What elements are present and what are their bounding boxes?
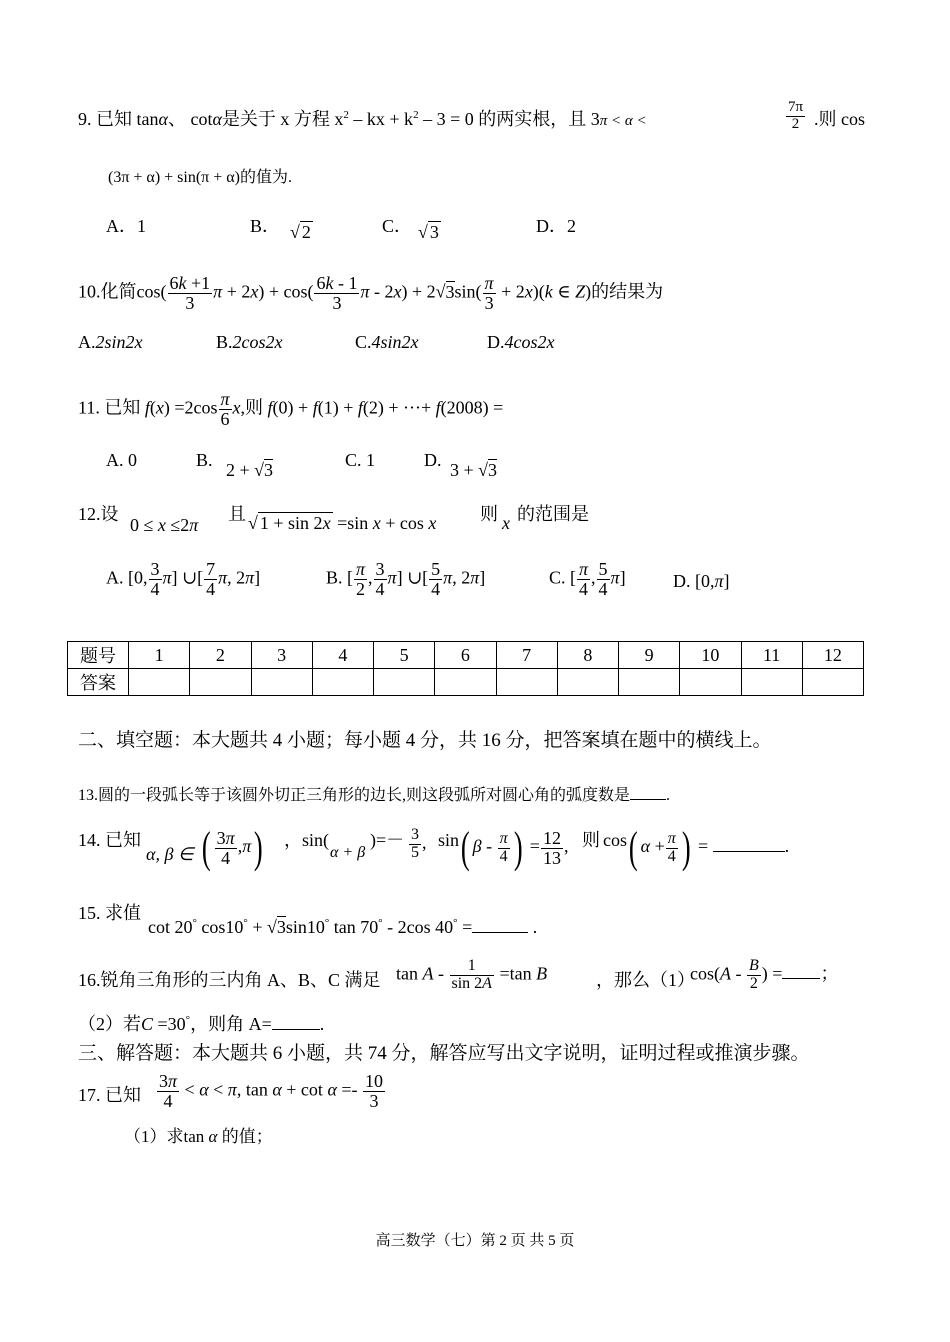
- table-cell-number: 6: [435, 642, 496, 669]
- q9-line1: 9. 已知 tanα、 cotα是关于 x 方程 $x^2$ – kx + $k^2 - 3 = 0$ 的两实根，且 3π < α <: [78, 109, 647, 129]
- q12-condition: √ 1 + sin 2x =sin x + cos x: [248, 513, 437, 533]
- q12-option-c: C. [ $\frac{\pi}{4}$ , $\frac{5}{4}$ π]: [549, 559, 626, 599]
- q13-end: .: [666, 787, 671, 804]
- q10-option-c: C.4sin2x: [355, 332, 419, 352]
- q13-blank[interactable]: [630, 799, 666, 800]
- q9-option-b-radicand: 2: [301, 222, 311, 242]
- q11-option-a: A. 0: [106, 450, 137, 470]
- q15-lead: 15. 求值: [78, 903, 141, 923]
- q12-option-d: D. [0,π]: [673, 571, 730, 591]
- answer-cell[interactable]: [129, 669, 190, 696]
- q16-lead: 16.锐角三角形的三内角 A、B、C 满足: [78, 970, 381, 990]
- q14-blank[interactable]: [713, 851, 785, 852]
- answer-cell[interactable]: [190, 669, 251, 696]
- q17-part1-lead: （1）求: [124, 1127, 184, 1146]
- answer-cell[interactable]: [496, 669, 557, 696]
- q10-number: 10.: [78, 281, 101, 302]
- answer-table-answer-row: [68, 669, 864, 696]
- q9-number: 9.: [78, 109, 92, 129]
- q16-part2: （2）若C =30°，则角 A= .: [78, 1014, 325, 1034]
- table-cell-number: 9: [619, 642, 680, 669]
- section2-heading: 二、填空题：本大题共 4 小题；每小题 4 分，共 16 分，把答案填在题中的横线上。: [78, 730, 772, 751]
- q17-part1-tail: 的值；: [221, 1127, 273, 1146]
- q14-sin1: ，sin(: [284, 830, 329, 850]
- q10-option-d: D.4cos2x: [487, 332, 555, 352]
- q13-text: 13.圆的一段弧长等于该圆外切正三角形的边长,则这段弧所对圆心角的弧度数是: [78, 787, 631, 804]
- q9-option-a: A．1: [106, 216, 146, 236]
- q14-set: α, β ∈: [146, 844, 194, 864]
- q9-option-c-value: √ 3: [418, 222, 439, 242]
- q11-option-b: B.: [196, 450, 213, 470]
- q10-option-c-value: 4sin2x: [371, 332, 419, 352]
- q14-eq: )=－: [370, 830, 405, 850]
- answer-cell[interactable]: [312, 669, 373, 696]
- q16-part2-mid: ，则角 A=: [190, 1014, 272, 1034]
- q14-diff: ( β - $\frac{\pi}{4}$ ) = $\frac{12}{13}$ ,: [460, 823, 569, 872]
- q17-lead: 17. 已知: [78, 1085, 141, 1105]
- q16-part1: cos(A - $\frac{B}{2}$ ) = ；: [690, 957, 839, 992]
- q17-condition: $\frac{3\pi}{4}$ < α < π, tan α + cot α =- $\frac{10}{3}$: [159, 1071, 384, 1111]
- table-cell-number: 10: [680, 642, 741, 669]
- q10-option-a: A.2sin2x: [78, 332, 143, 352]
- q13-line: [78, 788, 670, 804]
- q16-end: .: [319, 1014, 325, 1034]
- q9-text-d: – kx + k: [348, 109, 414, 129]
- table-cell-number: 1: [129, 642, 190, 669]
- q11-option-c: C. 1: [345, 450, 376, 470]
- q9-option-c: C．: [382, 216, 413, 236]
- q14-cos: cos: [603, 830, 627, 850]
- table-cell-number: 5: [374, 642, 435, 669]
- q10-option-d-value: 4cos2x: [504, 332, 555, 352]
- q14-frac1: $\frac{3}{5}$ ,: [411, 826, 427, 861]
- q9-line2-expr: (3π + α) + sin(π + α): [108, 169, 240, 186]
- q11-lead: 已知: [104, 397, 141, 418]
- q14-lead: 14. 已知: [78, 830, 141, 850]
- q14-then: 则: [582, 830, 600, 850]
- q12-and: 且: [228, 504, 246, 524]
- q9-line2: [108, 170, 292, 186]
- q14-interval: ( $\frac{3\pi}{4}$ ,π): [201, 823, 263, 872]
- q9-option-d: D．2: [536, 216, 576, 236]
- q10-lead: 化简: [100, 281, 137, 302]
- q12-number-lead: [78, 505, 119, 523]
- q11-option-d: D.: [424, 450, 442, 470]
- table-cell-number: 12: [802, 642, 863, 669]
- q9-text-b: 、 cot: [167, 109, 213, 129]
- q12-option-b: B. [ $\frac{\pi}{2}$ , $\frac{3}{4}$ π] ∪[ $\frac{5}{4}$ π, 2π]: [326, 559, 486, 599]
- q9-fraction: $\frac{7\pi}{2}$: [788, 99, 804, 132]
- answer-cell[interactable]: [557, 669, 618, 696]
- q9-option-b: B．: [250, 216, 281, 236]
- q14-cos-arg: ( α + $\frac{\pi}{4}$ ) = .: [628, 823, 790, 872]
- answer-cell[interactable]: [619, 669, 680, 696]
- q14-sum: α + β: [330, 844, 366, 861]
- q15-blank[interactable]: [472, 932, 528, 933]
- answer-cell[interactable]: [741, 669, 802, 696]
- q9-line2-tail: 的值为.: [239, 169, 292, 186]
- q12-then: 则: [480, 504, 498, 524]
- q11-number: 11.: [78, 397, 100, 418]
- q11-option-b-value: 2 + √3: [226, 460, 274, 480]
- answer-table-number-row: [68, 642, 864, 669]
- q9-text-a: 已知 tan: [96, 109, 159, 129]
- table-cell-number: 2: [190, 642, 251, 669]
- q12-number: 12.: [78, 504, 101, 524]
- q9-text-f: .则 cos: [814, 109, 865, 129]
- answer-table: [67, 641, 864, 696]
- q12-x: x: [502, 513, 510, 533]
- q16-condition: tan A - $\frac{1}{\sin 2A}$ =tan B: [396, 957, 548, 992]
- q12-option-c-label: C.: [549, 567, 566, 588]
- answer-cell[interactable]: [374, 669, 435, 696]
- table-header-number: 题号: [68, 642, 129, 669]
- q10-option-a-value: 2sin2x: [95, 332, 143, 352]
- q15-expr: cot 20° cos10° + √3sin10° tan 70° - 2cos 40° = .: [148, 917, 538, 937]
- q14-sin2: sin: [438, 830, 460, 850]
- q16-mid: ，那么（1）: [596, 970, 695, 990]
- q9-text-e: – 3 = 0 的两实根，且 3: [418, 109, 600, 129]
- q9-option-c-radicand: 3: [429, 222, 439, 242]
- table-header-answer: 答案: [68, 669, 129, 696]
- table-cell-number: 3: [251, 642, 312, 669]
- table-cell-number: 4: [312, 642, 373, 669]
- q11-line: 11. 已知 f(x) =2cos $\frac{\pi}{6}$ x,则 f(0) + f(1) + f(2) + ···+ f(2008) =: [78, 389, 504, 429]
- q11-mid: ,则: [240, 397, 264, 418]
- q16-part2-blank[interactable]: [272, 1029, 320, 1030]
- q9-option-b-value: √ 2: [290, 222, 311, 242]
- q10-option-b: B.2cos2x: [216, 332, 283, 352]
- table-cell-number: 11: [741, 642, 802, 669]
- section3-heading: 三、解答题：本大题共 6 小题，共 74 分，解答应写出文字说明，证明过程或推演步骤。: [78, 1043, 810, 1064]
- answer-cell[interactable]: [251, 669, 312, 696]
- q10-line: 10.化简cos( $\frac{6k +1}{3}$ π + 2x) + cos( $\frac{6k - 1}{3}$ π - 2x) + 2√3sin( $\frac{\pi}{3}$ + 2x)(k ∈ Z)的结果为: [78, 273, 664, 313]
- page-footer: 高三数学（七）第 2 页 共 5 页: [375, 1233, 575, 1249]
- q16-part1-blank[interactable]: [782, 978, 820, 979]
- table-cell-number: 7: [496, 642, 557, 669]
- q12-range: 0 ≤ x ≤2π: [130, 515, 199, 535]
- answer-cell[interactable]: [435, 669, 496, 696]
- table-cell-number: 8: [557, 642, 618, 669]
- q10-tail: 的结果为: [591, 281, 664, 302]
- q12-lead: 设: [100, 504, 119, 524]
- q12-option-d-label: D.: [673, 571, 691, 591]
- q11-option-d-value: 3 + √3: [450, 460, 498, 480]
- q12-tail: 的范围是: [517, 504, 589, 524]
- q17-part1: （1）求tan α 的值；: [124, 1127, 273, 1146]
- q16-part2-lead: （2）若: [78, 1014, 141, 1034]
- q12-option-b-label: B.: [326, 567, 343, 588]
- q12-option-a-label: A.: [106, 567, 124, 588]
- answer-cell[interactable]: [802, 669, 863, 696]
- q10-option-b-value: 2cos2x: [232, 332, 283, 352]
- q12-option-a: A. [0, $\frac{3}{4}$ π] ∪[ $\frac{7}{4}$ π, 2π]: [106, 559, 261, 599]
- answer-cell[interactable]: [680, 669, 741, 696]
- q9-text-c: 是关于 x 方程 x: [221, 109, 344, 129]
